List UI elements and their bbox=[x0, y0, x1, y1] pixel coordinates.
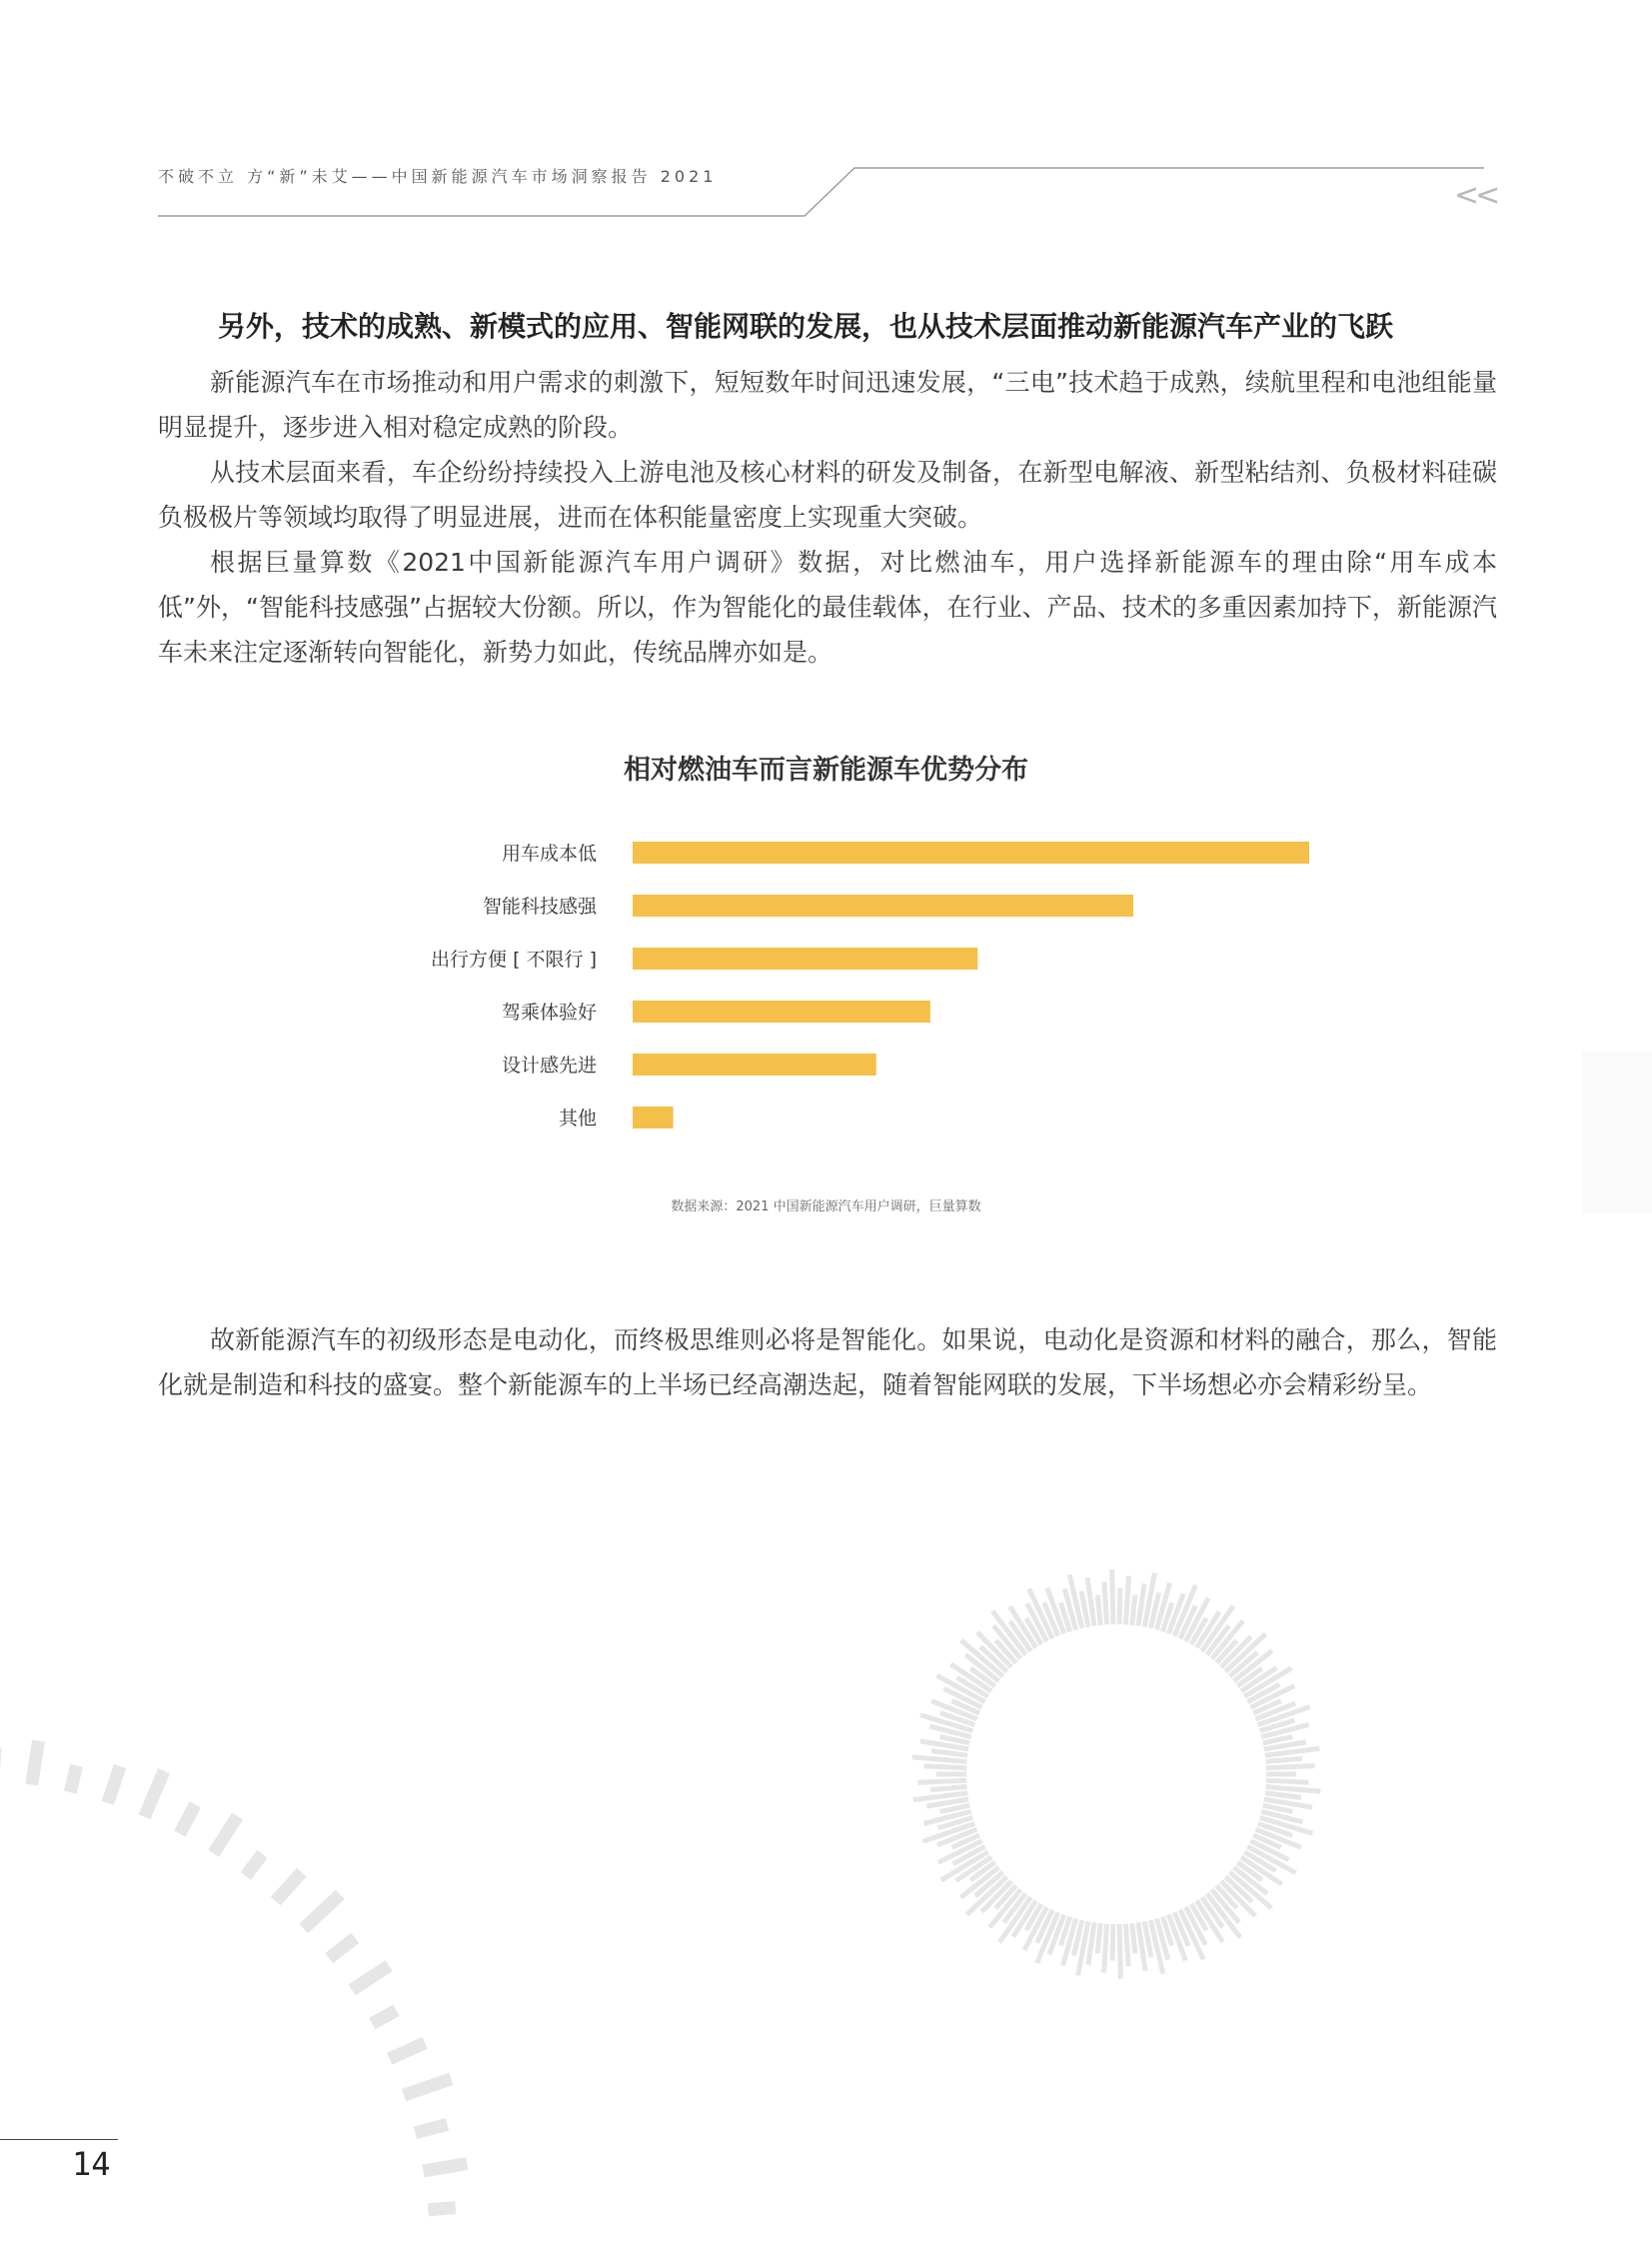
decoration-dash bbox=[246, 1854, 263, 1876]
category-label: 智能科技感强 bbox=[482, 896, 597, 918]
decoration-dash bbox=[390, 2043, 425, 2059]
chart-title: 相对燃油车而言新能源车优势分布 bbox=[624, 755, 1028, 786]
decoration-dash bbox=[329, 1938, 355, 1958]
decoration-dash bbox=[32, 1741, 39, 1785]
paragraph-3: 根据巨量算数《2021中国新能源汽车用户调研》数据，对比燃油车，用户选择新能源车的理由除“用车成本低”外，“智能科技感强”占据较大份额。所以，作为智能化的最佳载体，在行业、产品、技术的多重因素加持下，新能源汽车未来注定逐渐转向智能化，新势力如此，传统品牌亦如是。 bbox=[158, 548, 1497, 667]
decoration-dash bbox=[1097, 1595, 1100, 1625]
page-number-rule bbox=[0, 2139, 118, 2140]
decoration-dash bbox=[1265, 1758, 1301, 1761]
decoration-dash bbox=[352, 1966, 389, 1990]
category-label: 用车成本低 bbox=[501, 843, 597, 865]
decoration-dash bbox=[180, 1804, 195, 1833]
decoration-dash bbox=[1104, 1924, 1107, 1973]
category-label: 设计感先进 bbox=[501, 1055, 597, 1077]
chart-source-note: 数据来源：2021 中国新能源汽车用户调研，巨量算数 bbox=[671, 1199, 981, 1214]
decoration-dash bbox=[1104, 1582, 1107, 1625]
double-chevron-left-icon[interactable]: << bbox=[1454, 178, 1497, 213]
decoration-dash bbox=[415, 2124, 447, 2132]
decoration-dash bbox=[1119, 1924, 1120, 1979]
paragraph-1: 新能源汽车在市场推动和用户需求的刺激下，短短数年时间迅速发展，“三电”技术趋于成熟，续航里程和电池组能量明显提升，逐步进入相对稳定成熟的阶段。 bbox=[158, 368, 1497, 442]
decoration-dash bbox=[1265, 1787, 1320, 1792]
decoration-dash bbox=[1266, 1780, 1309, 1782]
decoration-dash bbox=[1125, 1576, 1128, 1625]
decoration-dash bbox=[423, 2164, 467, 2171]
section-heading: 另外，技术的成熟、新模式的应用、智能网联的发展，也从技术层面推动新能源汽车产业的飞跃 bbox=[218, 310, 1394, 343]
category-label: 驾乘体验好 bbox=[501, 1002, 597, 1024]
decoration-dash bbox=[372, 2010, 396, 2023]
decoration-dash bbox=[1132, 1595, 1135, 1625]
decoration-dash bbox=[144, 1771, 164, 1817]
decoration-dash bbox=[1112, 1569, 1113, 1624]
decoration-dash bbox=[1132, 1923, 1135, 1953]
decoration-dash bbox=[930, 1787, 966, 1790]
category-label: 其他 bbox=[558, 1108, 597, 1129]
report-header-title: 不破不立 方“新”未艾——中国新能源汽车市场洞察报告 2021 bbox=[158, 167, 718, 186]
decoration-dash bbox=[70, 1765, 76, 1792]
decoration-dash bbox=[1265, 1793, 1301, 1798]
page-number: 14 bbox=[72, 2145, 111, 2183]
category-label: 出行方便 [ 不限行 ] bbox=[431, 949, 597, 971]
decoration-dash bbox=[304, 1894, 341, 1928]
decoration-dash bbox=[1125, 1924, 1128, 1967]
decoration-dash bbox=[404, 2079, 451, 2095]
decoration-dash bbox=[912, 1757, 967, 1762]
paragraph-2: 从技术层面来看，车企纷纷持续投入上游电池及核心材料的研发及制备，在新型电解液、新型粘结剂、负极材料硅碳负极极片等领域均取得了明显进展，进而在体积能量密度上实现重大突破。 bbox=[158, 458, 1497, 532]
decoration-dash bbox=[214, 1816, 238, 1853]
decoration-dash bbox=[924, 1766, 967, 1768]
closing-paragraph: 故新能源汽车的初级形态是电动化，而终极思维则必将是智能化。如果说，电动化是资源和材料的融合，那么，智能化就是制造和科技的盛宴。整个新能源车的上半场已经高潮迭起，随着智能网联的发展，下半场想必亦会精彩纷呈。 bbox=[158, 1325, 1497, 1399]
decoration-dash bbox=[931, 1751, 967, 1756]
decoration-dash bbox=[1112, 1924, 1113, 1960]
decoration-dash bbox=[428, 2208, 455, 2210]
decoration-dash bbox=[917, 1780, 966, 1782]
decoration-dash bbox=[1266, 1766, 1315, 1768]
decoration-dash bbox=[276, 1872, 302, 1901]
decoration-dash bbox=[1097, 1923, 1100, 1953]
decoration-dash bbox=[108, 1766, 120, 1803]
decoration-dash bbox=[1119, 1588, 1120, 1624]
